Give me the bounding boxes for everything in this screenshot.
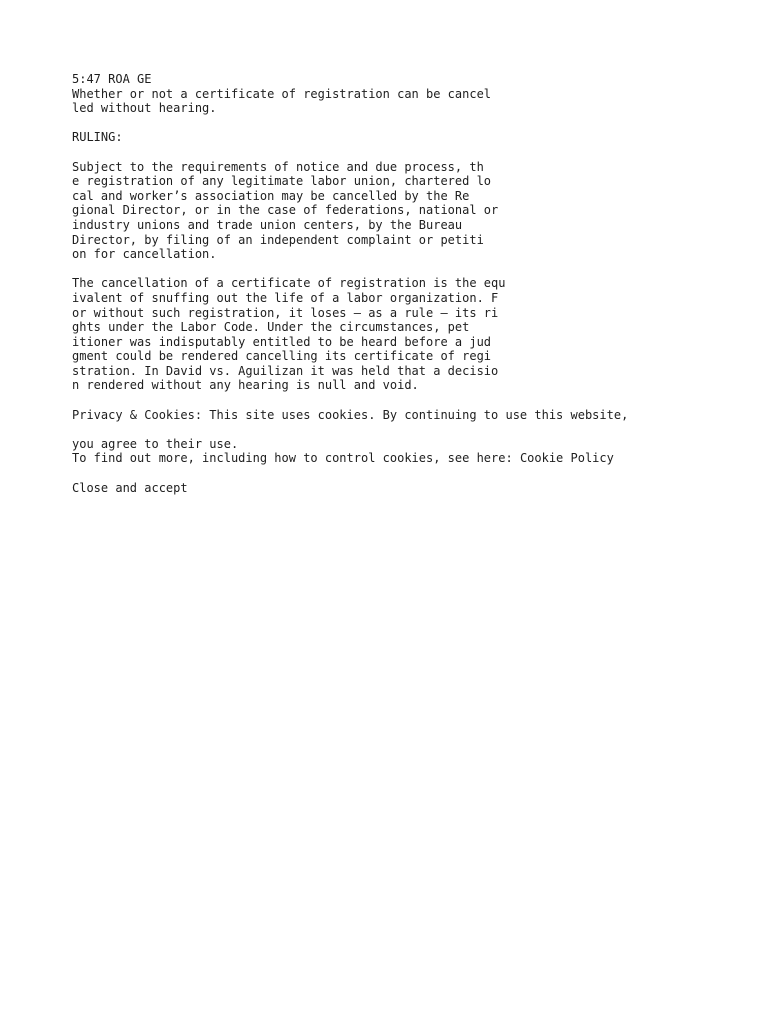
paragraph-line: gment could be rendered cancelling its certificate of regi — [72, 349, 492, 364]
paragraph-line: or without such registration, it loses — as a rule — its ri — [72, 305, 499, 320]
cookie-notice-text: Privacy & Cookies: This site uses cookies. By continuing to use this website, — [72, 407, 629, 422]
paragraph-line: ghts under the Labor Code. Under the circumstances, pet — [72, 320, 470, 335]
cookie-policy-link[interactable]: Cookie Policy — [519, 451, 614, 466]
spacer — [72, 116, 712, 131]
paragraph-line: cal and worker’s association may be cancelled by the Re — [72, 188, 470, 203]
cookie-notice — [72, 408, 712, 496]
spacer — [72, 262, 712, 277]
paragraph-line: on for cancellation. — [72, 247, 217, 262]
paragraph-line: stration. In David vs. Aguilizan it was held that a decisio — [72, 363, 499, 378]
paragraph-line: Subject to the requirements of notice and due process, th — [72, 159, 484, 174]
ruling-paragraph-1 — [72, 160, 712, 262]
spacer — [72, 422, 712, 437]
cookie-notice-more — [72, 451, 712, 466]
paragraph-line: gional Director, or in the case of federations, national or — [72, 203, 499, 218]
issue-line: Whether or not a certificate of registration can be cancel — [72, 86, 492, 101]
paragraph-line: itioner was indisputably entitled to be heard before a jud — [72, 334, 492, 349]
paragraph-line: e registration of any legitimate labor union, chartered lo — [72, 174, 492, 189]
spacer — [72, 393, 712, 408]
spacer — [72, 466, 712, 481]
issue-line: led without hearing. — [72, 101, 217, 116]
cookie-notice-prefix: To find out more, including how to control cookies, see here: — [72, 451, 520, 466]
paragraph-line: industry unions and trade union centers, by the Bureau — [72, 217, 463, 232]
ruling-heading: RULING: — [72, 130, 123, 145]
paragraph-line: ivalent of snuffing out the life of a labor organization. F — [72, 290, 499, 305]
cookie-notice-text: you agree to their use. — [72, 436, 239, 451]
ruling-paragraph-2 — [72, 276, 712, 393]
paragraph-line: n rendered without any hearing is null and void. — [72, 378, 419, 393]
close-and-accept-button[interactable]: Close and accept — [72, 480, 188, 495]
spacer — [72, 145, 712, 160]
issue-text — [72, 87, 712, 116]
status-line: 5:47 ROA GE — [72, 72, 152, 86]
paragraph-line: The cancellation of a certificate of registration is the equ — [72, 276, 506, 291]
document-page — [72, 72, 712, 495]
paragraph-line: Director, by filing of an independent complaint or petiti — [72, 232, 484, 247]
